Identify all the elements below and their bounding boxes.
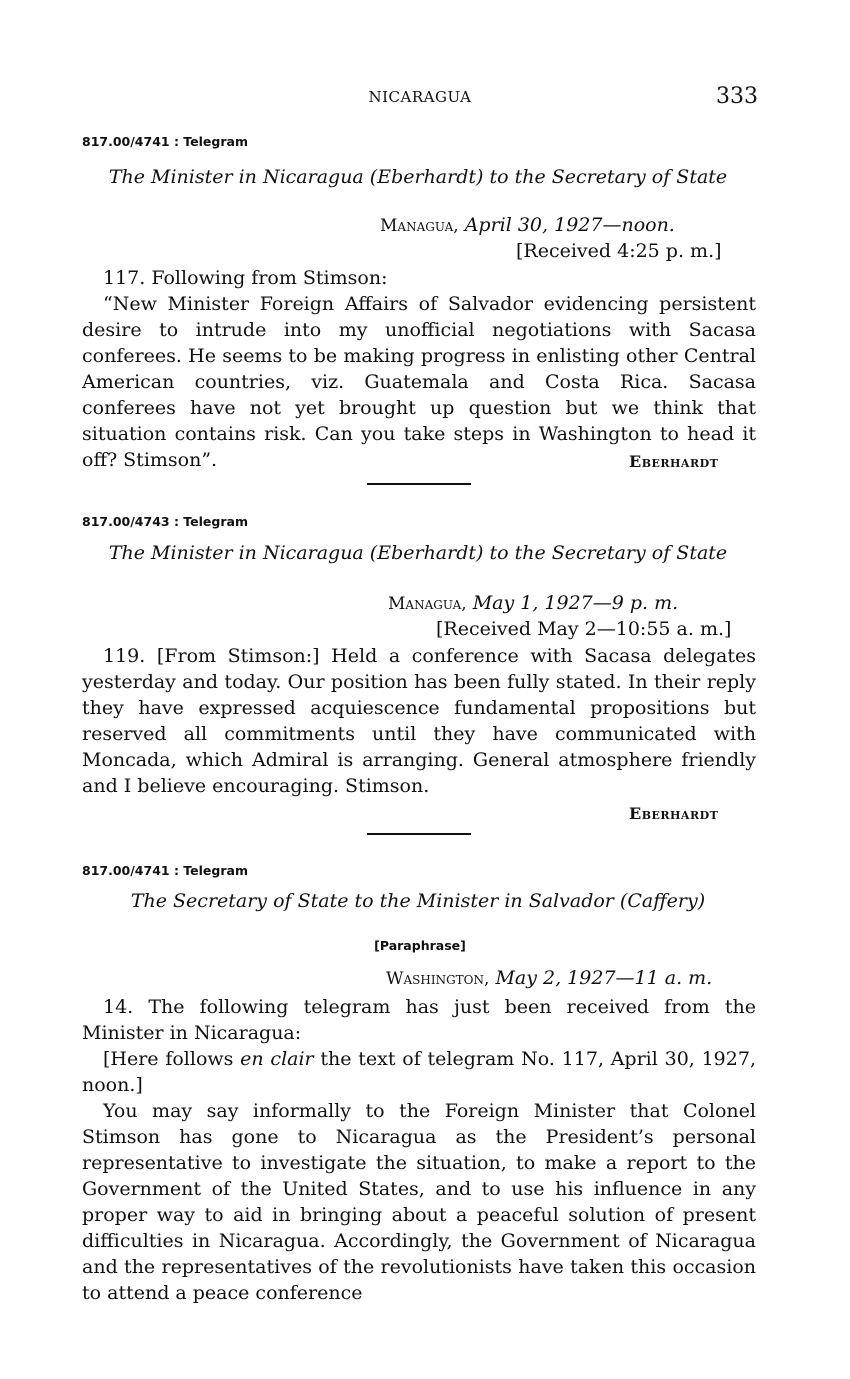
- document-heading: The Secretary of State to the Minister in Salvador (Caffery): [130, 890, 706, 912]
- document-heading: The Minister in Nicaragua (Eberhardt) to the Secretary of State: [108, 542, 728, 564]
- paragraph: You may say informally to the Foreign Minister that Colonel Stimson has gone to Nicaragua as the President’s personal representative to investigate the situation, to make a report to the Government of the United States, and to use his influence in any proper way to aid in bringing about a peaceful solution of present difficulties in Nicaragua. Accordingly, the Government of Nicaragua and the representatives of the revolutionists have taken this occasion to attend a peace conference: [82, 1100, 756, 1304]
- dateline-date: April 30, 1927—noon.: [464, 214, 675, 236]
- paragraph: 119. [From Stimson:] Held a conference with Sacasa delegates yesterday and today. Our position has been fully stated. In their reply they have expressed acquiescence fundamental propositions but reserved all commitments until they have communicated with Moncada, which Admiral is arranging. General atmosphere friendly and I believe encouraging. Stimson.: [82, 645, 756, 797]
- dateline: [388, 592, 678, 614]
- text-run: the text of telegram No. 117, April 30, 1927, noon.]: [82, 1048, 756, 1096]
- text-run: [Here follows: [103, 1048, 241, 1070]
- paragraph: “New Minister Foreign Affairs of Salvador evidencing persistent desire to intrude into my unofficial negotiations with Sacasa conferees. He seems to be making progress in enlisting other Central American countries, viz. Guatemala and Costa Rica. Sacasa conferees have not yet brought up question but we think that situation contains risk. Can you take steps in Washington to head it off? Stimson”.: [82, 293, 756, 471]
- paragraph: [82, 1046, 756, 1098]
- section-divider: [367, 483, 471, 485]
- telegram-body: [82, 643, 756, 799]
- dateline-place: Managua,: [380, 216, 459, 236]
- telegram-body: [82, 994, 756, 1306]
- dateline-date: May 2, 1927—11 a. m.: [495, 967, 713, 989]
- received-note: [Received 4:25 p. m.]: [516, 240, 722, 262]
- paragraph: 117. Following from Stimson:: [103, 267, 388, 289]
- dateline: [386, 967, 712, 989]
- file-number: 817.00/4743 : Telegram: [82, 514, 248, 529]
- dateline-place: Managua,: [388, 594, 467, 614]
- signature: Eberhardt: [629, 804, 719, 823]
- dateline-place: Washington,: [386, 969, 490, 989]
- telegram-body: [82, 265, 756, 473]
- page-number: 333: [716, 84, 758, 109]
- signature: Eberhardt: [629, 452, 719, 471]
- file-number: 817.00/4741 : Telegram: [82, 863, 248, 878]
- paragraph: 14. The following telegram has just been received from the Minister in Nicaragua:: [82, 996, 756, 1044]
- paraphrase-label: [Paraphrase]: [374, 938, 466, 953]
- text-run-italic: en clair: [240, 1048, 314, 1070]
- file-number: 817.00/4741 : Telegram: [82, 134, 248, 149]
- running-head: NICARAGUA: [368, 88, 472, 106]
- document-heading: The Minister in Nicaragua (Eberhardt) to the Secretary of State: [108, 166, 728, 188]
- dateline-date: May 1, 1927—9 p. m.: [472, 592, 679, 614]
- received-note: [Received May 2—10:55 a. m.]: [436, 618, 732, 640]
- section-divider: [367, 833, 471, 835]
- dateline: [380, 214, 675, 236]
